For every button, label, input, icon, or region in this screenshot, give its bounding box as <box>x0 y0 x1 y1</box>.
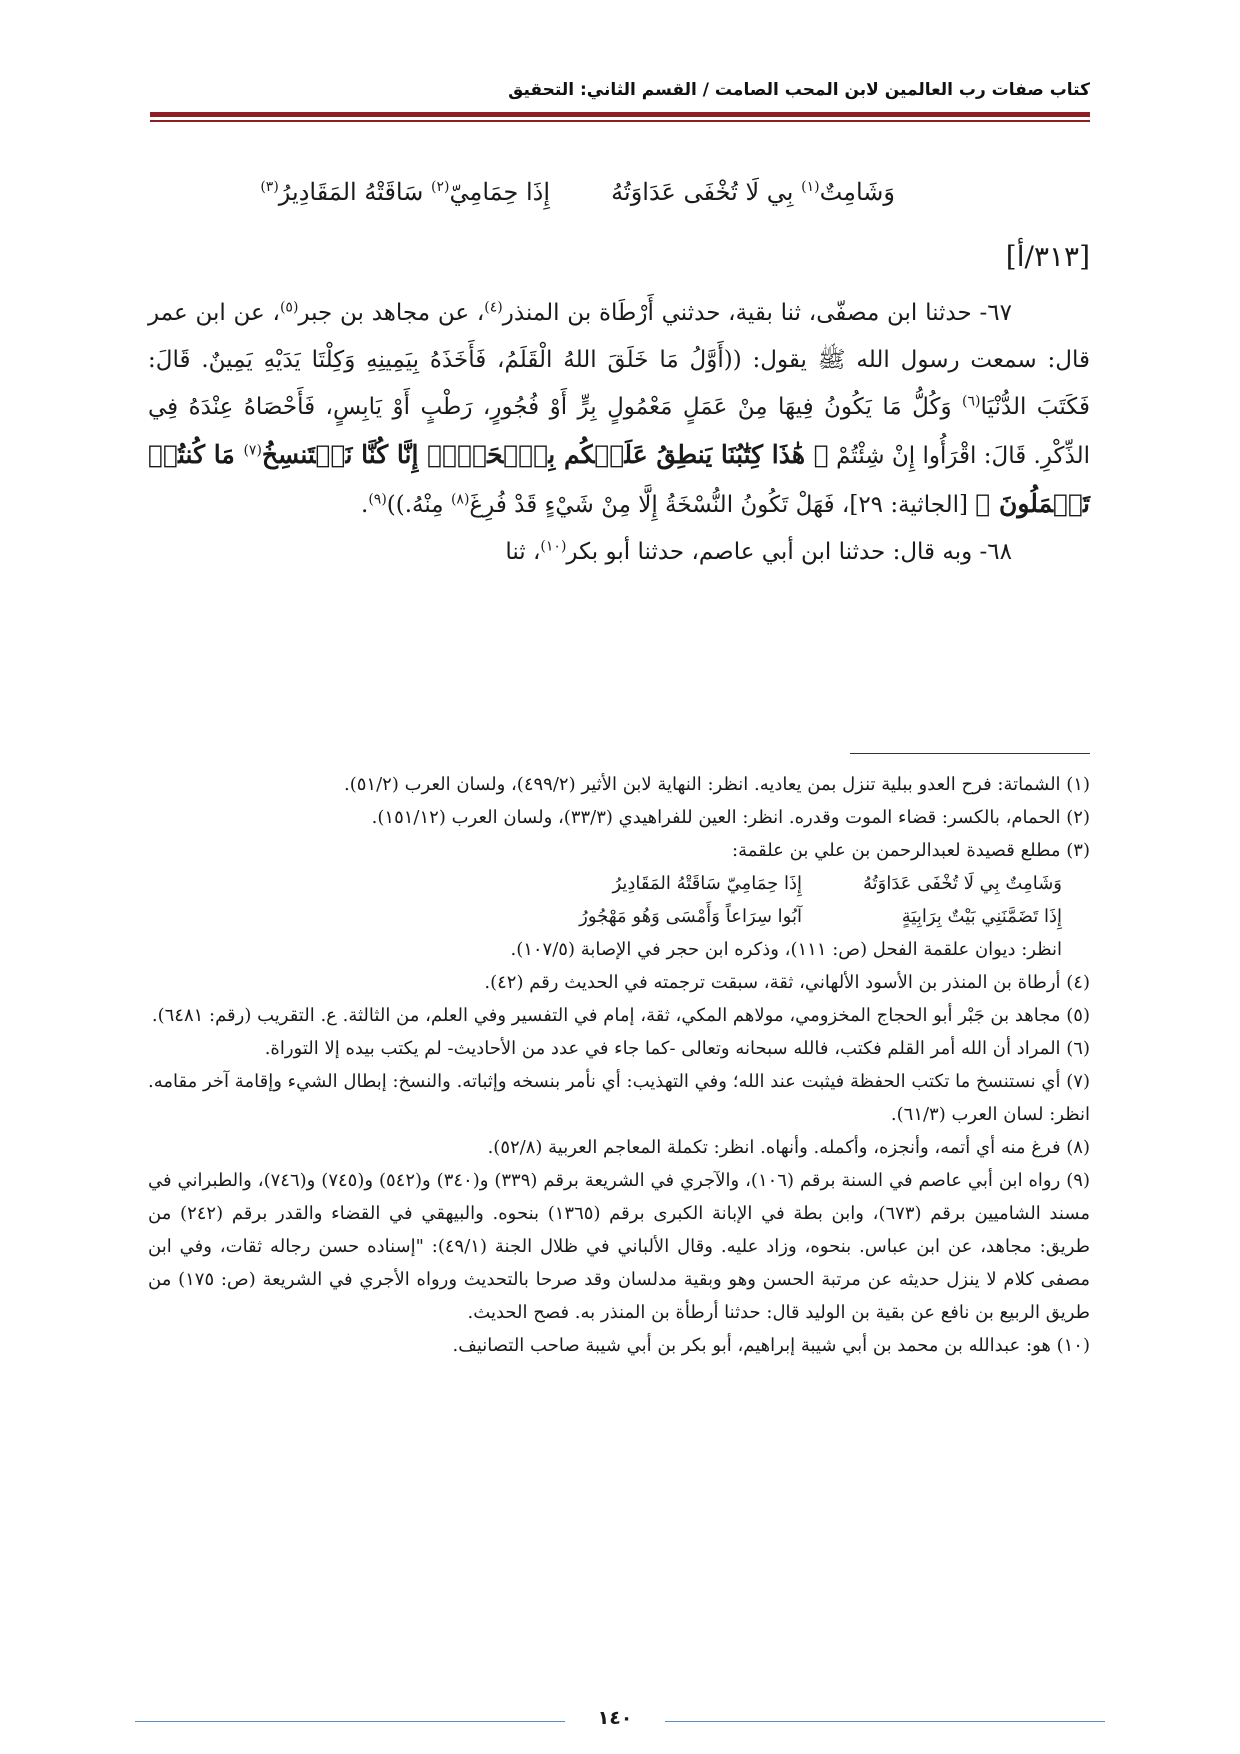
footnote-5: (٥) مجاهد بن جَبْر أبو الحجاج المخزومي، مولاهم المكي، ثقة، إمام في التفسير وفي العلم، من الثالثة. ع. التقريب (رقم: ٦٤٨١). <box>151 1005 1090 1026</box>
verse-first-hemistich: وَشَامِتٌ$^{(١)}$ بِي لَا تُخْفَى عَدَاوَتُهُ <box>611 178 895 206</box>
main-text <box>148 290 1090 576</box>
footer-rule-right <box>665 1721 1105 1722</box>
verse-second-hemistich: إِذَا حِمَامِيّ$^{(٢)}$ سَاقَتْهُ المَقَادِيرُ$^{(٣)}$ <box>260 178 550 206</box>
footnote-ref-7[interactable]: (٧) <box>243 442 262 459</box>
footnote-ref-2[interactable]: (٢) <box>430 179 450 195</box>
header-rule-thin <box>150 120 1090 122</box>
footnote-8: (٨) فرغ منه أي أتمه، وأنجزه، وأكمله. وأنهاه. انظر: تكملة المعاجم العربية (٥٢/٨). <box>487 1137 1090 1158</box>
running-header-title: كتاب صفات رب العالمين لابن المحب الصامت / القسم الثاني: التحقيق <box>508 80 1090 100</box>
hadith-67: ٦٧- حدثنا ابن مصفّى، ثنا بقية، حدثني أَرْطَاة بن المنذر$^{(٤)}$، عن مجاهد بن جبر$^{(٥)}$، عن ابن عمر قال: سمعت رسول الله ﷺ يقول: ((أَوَّلُ مَا خَلَقَ اللهُ الْقَلَمُ، فَأَخَذَهُ بِيَمِينِهِ وَكِلْتَا يَدَيْهِ يَمِينٌ. قَالَ: فَكَتَبَ الدُّنْيَا$^{(٦)}$ وَكُلُّ مَا يَكُونُ فِيهَا مِنْ عَمَلٍ مَعْمُولٍ بِرٍّ أَوْ فُجُورٍ، رَطْبٍ أَوْ يَابِسٍ، فَأَحْصَاهُ عِنْدَهُ فِي الذِّكْرِ. قَالَ: اقْرَأُوا إِنْ شِئْتُمْ ﴿ هَٰذَا كِتَٰبُنَا يَنطِقُ عَلَيۡكُم بِٱلۡحَقِّۚ إِنَّا كُنَّا نَسۡتَنسِخُ$^{(٧)}$ مَا كُنتُمۡ تَعۡمَلُونَ ﴾ [الجاثية: ٢٩]، فَهَلْ تَكُونُ النُّسْخَةُ إِلَّا مِنْ شَيْءٍ قَدْ فُرِغَ$^{(٨)}$ مِنْهُ.))$^{(٩)}$. <box>148 299 1091 518</box>
footnote-1: (١) الشماتة: فرح العدو ببلية تنزل بمن يعاديه. انظر: النهاية لابن الأثير (٤٩٩/٢)، ولسان العرب (٥١/٢). <box>344 774 1090 795</box>
footnotes <box>148 768 1090 1362</box>
footnote-9: (٩) رواه ابن أبي عاصم في السنة برقم (١٠٦)، والآجري في الشريعة برقم (٣٣٩) و(٣٤٠) و(٥٤٢) و(٧٤٥) و(٧٤٦)، والطبراني في مسند الشاميين برقم (٦٧٣)، وابن بطة في الإبانة الكبرى برقم (١٣٦٥) بنحوه. والبيهقي في القضاء والقدر برقم (٢٤٢) من طريق: مجاهد، عن ابن عباس. بنحوه، وزاد عليه. وقال الألباني في ظلال الجنة (٤٩/١): "إسناده حسن رجاله ثقات، وفي ابن مصفى كلام لا ينزل حديثه عن مرتبة الحسن وهو وبقية مدلسان وقد صرحا بالتحديث ورواه الأجري في الشريعة (ص: ١٧٥) من طريق الربيع بن نافع عن بقية بن الوليد قال: حدثنا أرطأة بن المنذر به. فصح الحديث. <box>148 1170 1091 1323</box>
footnote-ref-6[interactable]: (٦) <box>962 393 981 410</box>
footnote-6: (٦) المراد أن الله أمر القلم فكتب، فالله سبحانه وتعالى -كما جاء في عدد من الأحاديث- لم يكتب بيده إلا التوراة. <box>264 1038 1090 1059</box>
manuscript-folio-marker: [٣١٣/أ] <box>1005 240 1090 273</box>
footnote-ref-4[interactable]: (٤) <box>484 299 503 316</box>
footnote-10: (١٠) هو: عبدالله بن محمد بن أبي شيبة إبراهيم، أبو بكر بن أبي شيبة صاحب التصانيف. <box>452 1335 1090 1356</box>
hadith-68: ٦٨- وبه قال: حدثنا ابن أبي عاصم، حدثنا أبو بكر$^{(١٠)}$، ثنا <box>505 538 1012 565</box>
poem-line-1: وَشَامِتٌ بِي لَا تُخْفَى عَدَاوَتُهُإِذَا حِمَامِيّ سَاقَتْهُ المَقَادِيرُ <box>612 873 1062 894</box>
footnote-4: (٤) أرطاة بن المنذر بن الأسود الألهاني، ثقة، سبقت ترجمته في الحديث رقم (٤٢). <box>484 972 1090 993</box>
poem-line-2: إِذَا تَضَمَّنَنِي بَيْتٌ بِرَابِيَةٍآبُوا سِرَاعاً وَأَمْسَى وَهُو مَهْجُورُ <box>579 906 1062 927</box>
quran-verse: ﴿ هَٰذَا كِتَٰبُنَا يَنطِقُ عَلَيۡكُم بِٱلۡحَقِّۚ إِنَّا كُنَّا نَسۡتَنسِخُ <box>261 440 829 469</box>
footnote-ref-1[interactable]: (١) <box>801 179 820 195</box>
footnote-ref-3[interactable]: (٣) <box>260 179 279 195</box>
footnote-ref-10[interactable]: (١٠) <box>540 538 567 555</box>
footnote-ref-5[interactable]: (٥) <box>279 299 299 316</box>
page-number: ١٤٠ <box>597 1707 633 1729</box>
footnote-ref-8[interactable]: (٨) <box>450 491 470 508</box>
footnote-separator <box>850 753 1090 754</box>
footnote-7: (٧) أي نستنسخ ما تكتب الحفظة فيثبت عند الله؛ وفي التهذيب: أي نأمر بنسخه وإثباته. والنسخ: إبطال الشيء وإقامة آخر مقامه. انظر: لسان العرب (٦١/٣). <box>148 1071 1090 1125</box>
footnote-3: (٣) مطلع قصيدة لعبدالرحمن بن علي بن علقمة: <box>732 840 1090 861</box>
footnote-ref-9[interactable]: (٩) <box>368 491 387 508</box>
header-rule-thick <box>150 112 1090 117</box>
footnote-2: (٢) الحمام، بالكسر: قضاء الموت وقدره. انظر: العين للفراهيدي (٣٣/٣)، ولسان العرب (١٥١/١٢). <box>371 807 1090 828</box>
quran-verse-end: مَا كُنتُمۡ تَعۡمَلُونَ ﴾ <box>148 440 1090 518</box>
footer-rule-left <box>135 1721 565 1722</box>
footnote-3-source: انظر: ديوان علقمة الفحل (ص: ١١١)، وذكره ابن حجر في الإصابة (١٠٧/٥). <box>510 939 1062 960</box>
